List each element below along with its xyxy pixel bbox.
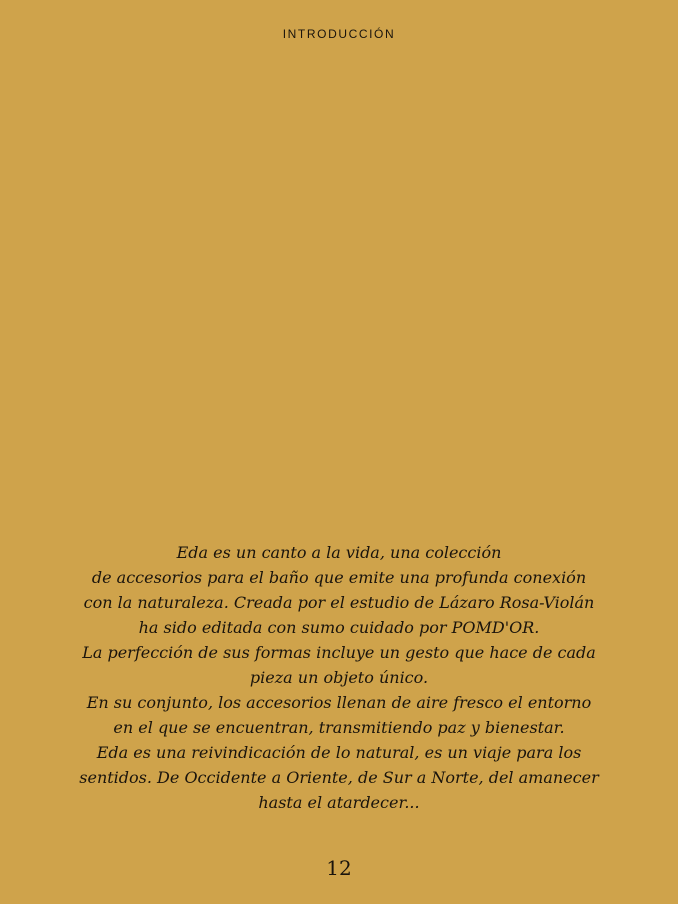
- intro-line: Eda es un canto a la vida, una colección: [176, 543, 502, 562]
- intro-line: hasta el atardecer...: [258, 793, 420, 812]
- intro-line: En su conjunto, los accesorios llenan de aire fresco el entorno: [86, 693, 592, 712]
- page-number: 12: [326, 856, 352, 880]
- intro-line: Eda es una reivindicación de lo natural, es un viaje para los: [96, 743, 582, 762]
- intro-line: en el que se encuentran, transmitiendo paz y bienestar.: [113, 718, 565, 737]
- intro-line: ha sido editada con sumo cuidado por POMD'OR.: [138, 618, 540, 637]
- section-label: INTRODUCCIÓN: [282, 27, 396, 41]
- intro-line: La perfección de sus formas incluye un gesto que hace de cada: [82, 643, 596, 662]
- intro-line: pieza un objeto único.: [249, 668, 429, 687]
- intro-line: de accesorios para el baño que emite una profunda conexión: [91, 568, 587, 587]
- intro-paragraph: [0, 540, 678, 815]
- intro-line: sentidos. De Occidente a Oriente, de Sur a Norte, del amanecer: [79, 768, 599, 787]
- intro-line: con la naturaleza. Creada por el estudio de Lázaro Rosa-Violán: [83, 593, 595, 612]
